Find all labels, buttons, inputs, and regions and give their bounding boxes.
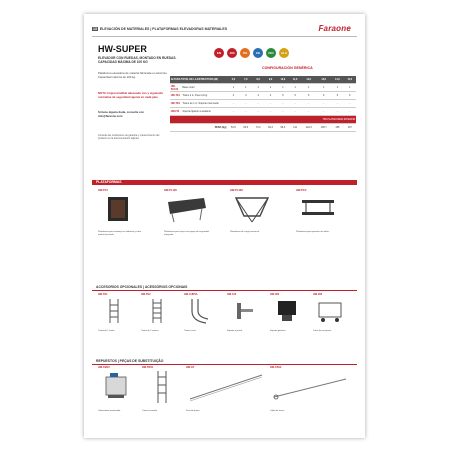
table-cell: 13,6: [316, 76, 331, 84]
accessory-text: Soporte a pared.: [227, 330, 243, 332]
platform-code: HW-PL5: [98, 189, 108, 192]
table-cell: HW-SC100: [170, 84, 182, 92]
table-cell: 8,6: [252, 76, 264, 84]
table-cell: 6: [316, 92, 331, 100]
spare-code: HW-GT: [186, 366, 195, 369]
config-table: [170, 76, 356, 132]
platform-item: [230, 189, 278, 234]
table-cell: -: [316, 100, 331, 108]
config-weight-row: [170, 124, 356, 132]
table-cell: 135,7: [316, 124, 331, 132]
accessory-item: [270, 293, 306, 333]
table-cell: HW-TE2: [170, 100, 182, 108]
table-cell: HW PLATAFORMA INTERIOR: [170, 116, 356, 124]
platform-code: HW-PL400: [230, 189, 243, 192]
table-cell: -: [289, 108, 301, 116]
spare-code: HW-CB12: [270, 366, 282, 369]
product-small-print: Consulte las condiciones de garantía y mantenimiento del producto en la documentación adjunta.: [98, 134, 160, 141]
spare-part-item: [142, 366, 182, 413]
table-cell: Tramo de 1 m. Soporte intermedio: [182, 100, 228, 108]
platform-text: Plataforma de carga universal.: [230, 231, 260, 233]
steel-cable-icon: [270, 369, 350, 405]
table-cell: Soporte fijación a andamio: [182, 108, 228, 116]
table-cell: -: [344, 100, 356, 108]
guide-rail-icon: [186, 369, 266, 405]
table-row: [170, 108, 356, 116]
product-subtitle: ELEVADOR CON RUEDAS, MONTADO EN RUEDAS. CAPACIDAD MÁXIMA DE 100 KG: [98, 56, 177, 64]
table-cell: 4: [264, 92, 276, 100]
platform-code: HW-PCV: [296, 189, 307, 192]
rotating-support-icon: [270, 297, 304, 325]
platform-text: Plataforma para montaje en andamio y subir material pesado.: [98, 231, 142, 236]
table-cell: -: [264, 108, 276, 116]
ladder-section-icon: [141, 297, 175, 325]
accessory-code: HW-260: [313, 293, 323, 296]
badge-load-icon: 100: [227, 48, 237, 58]
table-cell: 14,6: [331, 76, 343, 84]
platform-tile-tray-icon: [164, 194, 208, 224]
table-cell: 3: [240, 92, 252, 100]
platform-item: [98, 189, 146, 237]
header-tag: 13 ELEVACIÓN DE MATERIALES | PLATAFORMAS ELEVADORAS MATERIALES: [93, 27, 228, 31]
table-cell: -: [252, 100, 264, 108]
curved-section-icon: [184, 297, 218, 325]
table-cell: Base motor: [182, 84, 228, 92]
table-cell: -: [301, 108, 316, 116]
platforms-bar: [92, 180, 357, 185]
badge-percent-icon: 0%: [240, 48, 250, 58]
platform-code: HW-PL100: [164, 189, 177, 192]
table-cell: -: [227, 108, 239, 116]
transport-cart-icon: [313, 297, 347, 325]
table-cell: 111: [289, 124, 301, 132]
table-cell: 10,6: [277, 76, 289, 84]
table-cell: 1: [277, 84, 289, 92]
table-cell: 12,6: [301, 76, 316, 84]
ladder-section-icon: [142, 369, 182, 405]
spare-code: HW-TR10: [142, 366, 154, 369]
table-cell: PESO (kg): [170, 124, 227, 132]
repuestos-title: REPUESTOS | PEÇAS DE SUBSTITUIÇÃO: [96, 359, 164, 363]
table-cell: 15,6: [344, 76, 356, 84]
table-cell: -: [264, 100, 276, 108]
table-cell: Tramo 2 m. Peso 12 kg: [182, 92, 228, 100]
platform-hopper-icon: [230, 194, 274, 224]
config-red-row: [170, 116, 356, 124]
config-title: CONFIGURACIÓN GENÉRICA: [262, 66, 313, 70]
table-cell: 4: [252, 92, 264, 100]
table-row: [170, 100, 356, 108]
table-cell: 1: [252, 84, 264, 92]
accessory-code: HW-TE1: [98, 293, 108, 296]
product-intro: Plataforma elevadora de material fabricada en aluminio. Capacidad máxima de 100 kg.: [98, 71, 168, 79]
catalog-page: [84, 14, 365, 438]
table-cell: -: [277, 100, 289, 108]
table-cell: 1: [301, 84, 316, 92]
certification-badges: [214, 48, 289, 58]
platform-text: Plataforma para tejas con apoyo de seguridad integrado.: [164, 231, 209, 236]
accessory-text: Tramo curvo.: [184, 330, 197, 332]
accessory-item: [98, 293, 134, 333]
table-cell: HW-FIX: [170, 108, 182, 116]
wall-bracket-icon: [227, 297, 261, 325]
table-cell: 9,6: [264, 76, 276, 84]
accessories-title: ACCESORIOS OPCIONALES | ACESSÓRIOS OPCIONAIS: [96, 285, 188, 289]
table-cell: -: [316, 108, 331, 116]
accessory-text: Carro de transporte.: [313, 330, 332, 332]
platform-glass-rack-icon: [296, 194, 340, 224]
table-cell: HW-TE1: [170, 92, 182, 100]
table-cell: 54,5: [227, 124, 239, 132]
winch-motor-icon: [98, 369, 138, 405]
ladder-section-icon: [98, 297, 132, 325]
table-row: [170, 84, 356, 92]
table-cell: -: [252, 108, 264, 116]
header-divider: [92, 36, 357, 37]
table-cell: 2: [227, 92, 239, 100]
accessory-item: [227, 293, 263, 333]
accessory-code: HW-360: [270, 293, 280, 296]
table-cell: 5: [277, 92, 289, 100]
platform-cage-icon: [98, 194, 142, 224]
table-cell: 155: [331, 124, 343, 132]
badge-alu-icon: ALU: [279, 48, 289, 58]
brand-logo: Faraone: [318, 24, 351, 33]
table-cell: 6: [289, 92, 301, 100]
product-title: HW-SUPER: [98, 44, 147, 54]
table-cell: -: [227, 100, 239, 108]
table-cell: 96,3: [277, 124, 289, 132]
table-cell: 124,3: [301, 124, 316, 132]
table-row: [170, 92, 356, 100]
table-cell: -: [301, 100, 316, 108]
table-cell: -: [331, 100, 343, 108]
spare-code: HW-CM10: [98, 366, 110, 369]
accessory-code: HW-TE2: [141, 293, 151, 296]
table-cell: 7,6: [240, 76, 252, 84]
table-cell: 74,3: [252, 124, 264, 132]
table-cell: -: [277, 108, 289, 116]
accessory-code: HW-120: [227, 293, 237, 296]
table-cell: -: [289, 100, 301, 108]
platforms-title: PLATAFORMAS: [96, 180, 122, 184]
badge-iso-icon: ISO: [266, 48, 276, 58]
table-cell: 6: [301, 92, 316, 100]
table-cell: 1: [316, 84, 331, 92]
spare-part-item: [98, 366, 138, 413]
platform-item: [164, 189, 212, 237]
table-cell: -: [240, 100, 252, 108]
accessory-item: [184, 293, 220, 333]
table-cell: 6: [344, 92, 356, 100]
table-cell: 66,6: [240, 124, 252, 132]
badge-ce-icon: CE: [253, 48, 263, 58]
product-contact: Si tiene alguna duda, consulte con info@faraone.com: [98, 110, 144, 118]
platform-item: [296, 189, 344, 234]
product-note: NOTA: Imprescindible adecuado uso y siguiendo normativa de seguridad vigente en cada país.: [98, 91, 164, 99]
table-cell: -: [240, 108, 252, 116]
table-cell: 167: [344, 124, 356, 132]
table-cell: 5,6: [227, 76, 239, 84]
table-cell: -: [331, 108, 343, 116]
accessory-text: Tramo de 2 metros.: [141, 330, 160, 332]
accessory-text: Tramo de 1 metro.: [98, 330, 116, 332]
accessory-item: [141, 293, 177, 333]
spare-text: Cabrestante motorizado.: [98, 410, 121, 412]
repuestos-divider: [92, 364, 357, 365]
spare-part-item: [270, 366, 350, 413]
platform-text: Plataforma para paneles de vidrio.: [296, 231, 330, 233]
table-cell: 1: [227, 84, 239, 92]
table-cell: 11,6: [289, 76, 301, 84]
accessory-item: [313, 293, 349, 333]
table-cell: 1: [264, 84, 276, 92]
spare-text: Guía de tramo.: [186, 410, 200, 412]
config-header-row: [170, 76, 356, 84]
table-cell: ALTURA TOTAL DE LA ESTRUCTURA (M): [170, 76, 227, 84]
spare-part-item: [186, 366, 266, 413]
table-cell: 6: [331, 92, 343, 100]
table-cell: -: [344, 108, 356, 116]
accessories-divider: [92, 290, 357, 291]
badge-en-icon: EN: [214, 48, 224, 58]
table-cell: 84,3: [264, 124, 276, 132]
accessory-text: Soporte giratorio.: [270, 330, 286, 332]
spare-text: Cable de acero.: [270, 410, 285, 412]
accessory-code: HW-CURVA: [184, 293, 198, 296]
table-cell: 1: [344, 84, 356, 92]
table-cell: 1: [331, 84, 343, 92]
table-cell: 1: [240, 84, 252, 92]
spare-text: Tramo recambio.: [142, 410, 158, 412]
table-cell: 1: [289, 84, 301, 92]
